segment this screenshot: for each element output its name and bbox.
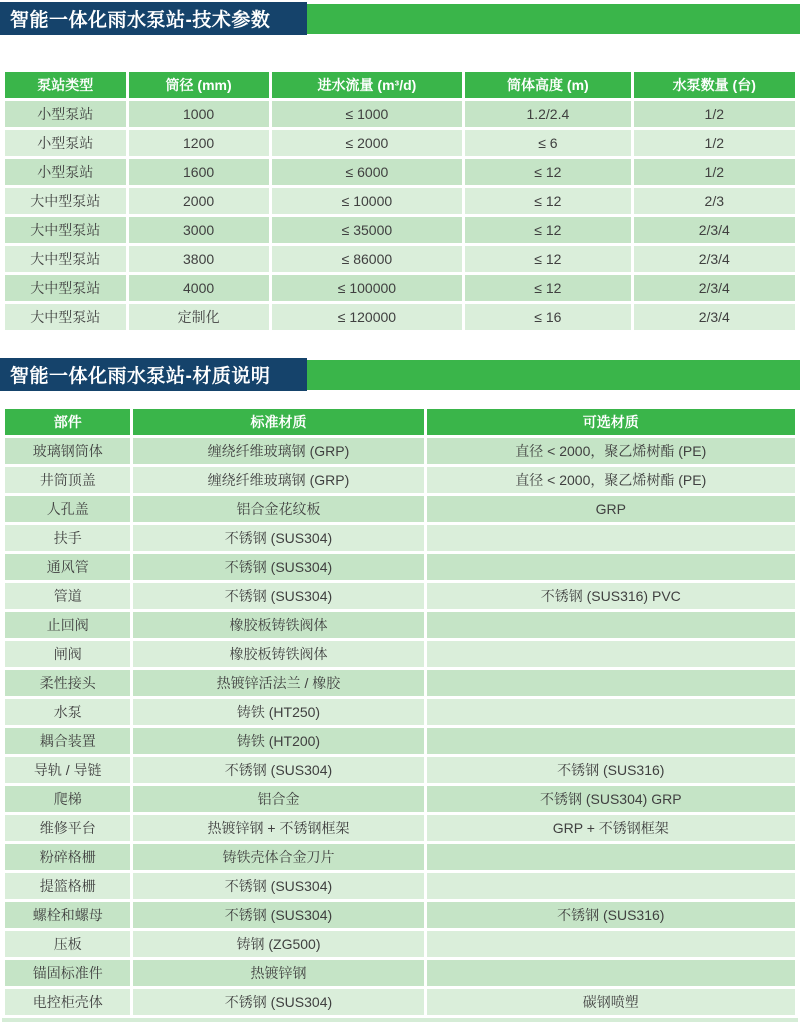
table-cell: 人孔盖 (5, 496, 130, 522)
table-cell: 1/2 (634, 130, 795, 156)
table-cell: 粉碎格栅 (5, 844, 130, 870)
table-cell: 电控柜壳体 (5, 989, 130, 1015)
table-cell: ≤ 12 (465, 246, 630, 272)
tech-params-table-wrap (0, 69, 800, 333)
section2-banner-strip (307, 360, 800, 390)
table-cell: 铸铁壳体合金刀片 (133, 844, 423, 870)
table-cell: 直径 < 2000，聚乙烯树酯 (PE) (427, 467, 795, 493)
table-cell: 不锈钢 (SUS304) (133, 902, 423, 928)
table-cell: 不锈钢 (SUS304) GRP (427, 786, 795, 812)
table-cell (427, 931, 795, 957)
section2-banner (0, 358, 800, 391)
table-cell: 提篮格栅 (5, 873, 130, 899)
table-row (5, 989, 795, 1015)
table-cell: ≤ 6 (465, 130, 630, 156)
table-cell: 小型泵站 (5, 101, 126, 127)
table-row (5, 960, 795, 986)
table-row (5, 670, 795, 696)
table-cell: ≤ 35000 (272, 217, 463, 243)
table-cell: 大中型泵站 (5, 275, 126, 301)
table-cell: ≤ 12 (465, 275, 630, 301)
table-row (5, 699, 795, 725)
table-cell: 不锈钢 (SUS304) (133, 757, 423, 783)
table-cell: 大中型泵站 (5, 304, 126, 330)
table-row (5, 844, 795, 870)
table-cell: 2/3/4 (634, 275, 795, 301)
table-row (5, 902, 795, 928)
table-cell: 热镀锌活法兰 / 橡胶 (133, 670, 423, 696)
table-cell: 铸铁 (HT200) (133, 728, 423, 754)
table-row (5, 467, 795, 493)
table-cell: 3000 (129, 217, 269, 243)
column-header: 部件 (5, 409, 130, 435)
table-cell: 小型泵站 (5, 130, 126, 156)
table-row (5, 873, 795, 899)
table-cell: 闸阀 (5, 641, 130, 667)
table-cell: 1.2/2.4 (465, 101, 630, 127)
section1-banner-strip (307, 4, 800, 34)
table-cell: 扶手 (5, 525, 130, 551)
table-row (5, 786, 795, 812)
table-cell: 1600 (129, 159, 269, 185)
tech-params-table (2, 69, 798, 333)
table-cell (427, 670, 795, 696)
column-header: 水泵数量 (台) (634, 72, 795, 98)
table-cell: 不锈钢 (SUS316) PVC (427, 583, 795, 609)
table-cell: 大中型泵站 (5, 188, 126, 214)
table-cell: 压板 (5, 931, 130, 957)
table-cell: 缠绕纤维玻璃钢 (GRP) (133, 438, 423, 464)
table-cell: 直径 < 2000，聚乙烯树酯 (PE) (427, 438, 795, 464)
table-cell: 不锈钢 (SUS304) (133, 583, 423, 609)
section1-banner (0, 2, 800, 35)
column-header: 可选材质 (427, 409, 795, 435)
column-header: 进水流量 (m³/d) (272, 72, 463, 98)
table-cell (427, 960, 795, 986)
section1-title: 智能一体化雨水泵站-技术参数 (0, 2, 307, 35)
table-cell: 不锈钢 (SUS316) (427, 902, 795, 928)
table-cell: 不锈钢 (SUS304) (133, 873, 423, 899)
table-row (5, 583, 795, 609)
table-cell: 橡胶板铸铁阀体 (133, 612, 423, 638)
table-cell: 小型泵站 (5, 159, 126, 185)
table-cell: 铸钢 (ZG500) (133, 931, 423, 957)
materials-table (2, 406, 798, 1018)
table-cell: 碳钢喷塑 (427, 989, 795, 1015)
table-cell: ≤ 86000 (272, 246, 463, 272)
table-cell: ≤ 10000 (272, 188, 463, 214)
section2-title: 智能一体化雨水泵站-材质说明 (0, 358, 307, 391)
table-row (5, 438, 795, 464)
table-row (5, 641, 795, 667)
table-cell: 爬梯 (5, 786, 130, 812)
column-header: 泵站类型 (5, 72, 126, 98)
table-cell: ≤ 6000 (272, 159, 463, 185)
table-cell: 定制化 (129, 304, 269, 330)
table-cell: ≤ 120000 (272, 304, 463, 330)
table-row (5, 612, 795, 638)
table-cell: 螺栓和螺母 (5, 902, 130, 928)
table-cell (427, 728, 795, 754)
table-row (5, 525, 795, 551)
table-cell: 2/3/4 (634, 217, 795, 243)
table-cell: 3800 (129, 246, 269, 272)
table-cell: 玻璃钢筒体 (5, 438, 130, 464)
table-cell (427, 873, 795, 899)
table-cell (427, 844, 795, 870)
table-cell: 大中型泵站 (5, 246, 126, 272)
table-cell: ≤ 1000 (272, 101, 463, 127)
table-cell: 1/2 (634, 159, 795, 185)
table-row (5, 728, 795, 754)
table-cell: 热镀锌钢 (133, 960, 423, 986)
table-cell (427, 612, 795, 638)
table-cell: GRP (427, 496, 795, 522)
table-cell: ≤ 12 (465, 159, 630, 185)
table-cell: 导轨 / 导链 (5, 757, 130, 783)
table-cell: 1/2 (634, 101, 795, 127)
table-row (5, 159, 795, 185)
materials-table-wrap (0, 406, 800, 1018)
table-row (5, 130, 795, 156)
table-cell: ≤ 16 (465, 304, 630, 330)
table-cell: 不锈钢 (SUS304) (133, 989, 423, 1015)
table-cell (427, 699, 795, 725)
column-header: 筒径 (mm) (129, 72, 269, 98)
table-cell: 铝合金 (133, 786, 423, 812)
table-row (5, 554, 795, 580)
table-cell: ≤ 2000 (272, 130, 463, 156)
table-cell: 锚固标准件 (5, 960, 130, 986)
table-row (5, 757, 795, 783)
column-header: 筒体高度 (m) (465, 72, 630, 98)
table-row (5, 101, 795, 127)
table-row (5, 815, 795, 841)
table-cell: 柔性接头 (5, 670, 130, 696)
table-cell: 2/3/4 (634, 246, 795, 272)
table-row (5, 304, 795, 330)
table-cell: 管道 (5, 583, 130, 609)
materials-header-row (5, 409, 795, 435)
table-cell: 2/3 (634, 188, 795, 214)
table-cell: 通风管 (5, 554, 130, 580)
table-cell: 热镀锌钢 + 不锈钢框架 (133, 815, 423, 841)
table-cell: 井筒顶盖 (5, 467, 130, 493)
table-cell: 大中型泵站 (5, 217, 126, 243)
table-row (5, 217, 795, 243)
table-cell: ≤ 12 (465, 217, 630, 243)
table-cell: ≤ 100000 (272, 275, 463, 301)
table-row (5, 246, 795, 272)
table-cell: 耦合装置 (5, 728, 130, 754)
table-row (5, 188, 795, 214)
table-cell: 维修平台 (5, 815, 130, 841)
table-row (5, 496, 795, 522)
table-cell (427, 554, 795, 580)
table-cell: 不锈钢 (SUS316) (427, 757, 795, 783)
table-cell: 不锈钢 (SUS304) (133, 554, 423, 580)
table-cell: 水泵 (5, 699, 130, 725)
table-cell: 止回阀 (5, 612, 130, 638)
table-cell: 铝合金花纹板 (133, 496, 423, 522)
table-cell: ≤ 12 (465, 188, 630, 214)
table-row (5, 275, 795, 301)
table-cell: 4000 (129, 275, 269, 301)
table-cell: 2000 (129, 188, 269, 214)
column-header: 标准材质 (133, 409, 423, 435)
table-cell: 铸铁 (HT250) (133, 699, 423, 725)
table-cell: 2/3/4 (634, 304, 795, 330)
tech-params-header-row (5, 72, 795, 98)
table-row (5, 931, 795, 957)
table-cell (427, 525, 795, 551)
table-cell: 1000 (129, 101, 269, 127)
table-cell: 缠绕纤维玻璃钢 (GRP) (133, 467, 423, 493)
table-cell: GRP + 不锈钢框架 (427, 815, 795, 841)
cutoff-row-strip (2, 1018, 798, 1022)
table-cell: 不锈钢 (SUS304) (133, 525, 423, 551)
table-cell: 橡胶板铸铁阀体 (133, 641, 423, 667)
table-cell (427, 641, 795, 667)
table-cell: 1200 (129, 130, 269, 156)
